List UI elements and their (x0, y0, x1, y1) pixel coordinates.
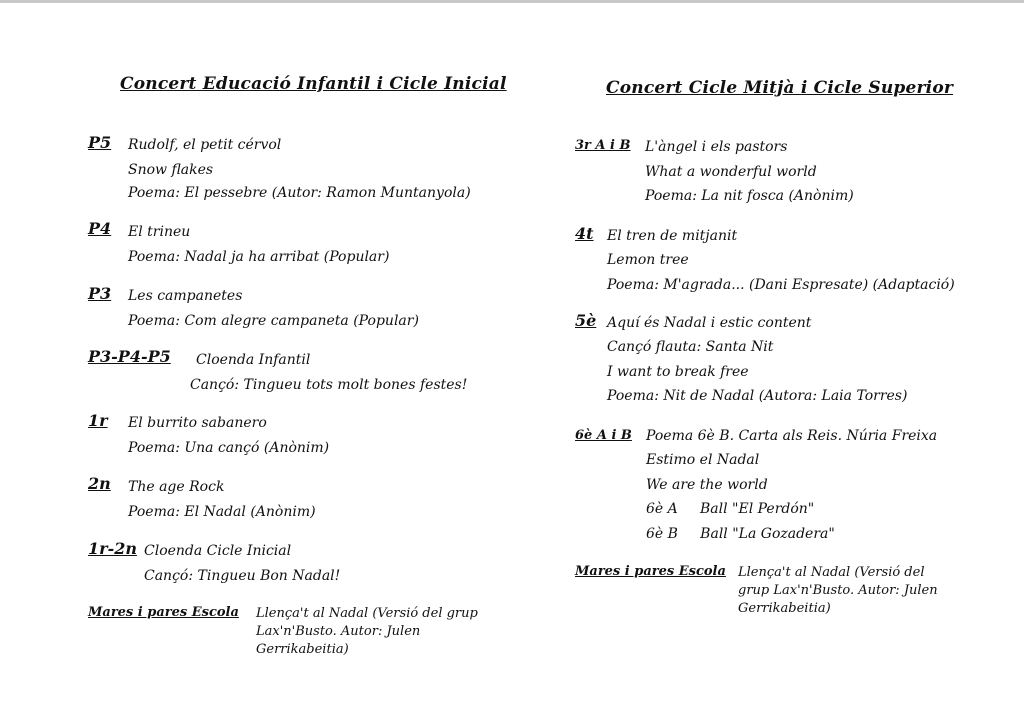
1r-line-1: El burrito sabanero (128, 415, 267, 431)
2n-line-1: The age Rock (128, 479, 225, 495)
p4-line-2: Poema: Nadal ja ha arribat (Popular) (128, 249, 390, 265)
p3-line-2: Poema: Com alegre campaneta (Popular) (128, 313, 419, 329)
tag-2n: 2n (88, 474, 111, 493)
tag-parents-right: Mares i pares Escola (575, 564, 726, 579)
p5-line-3: Poema: El pessebre (Autor: Ramon Muntanyola) (128, 185, 471, 201)
p3-line-1: Les campanetes (128, 288, 243, 304)
tag-4t: 4t (575, 224, 594, 243)
tag-p5: P5 (88, 133, 112, 152)
1r-line-2: Poema: Una cançó (Anònim) (128, 440, 330, 456)
4t-line-1: El tren de mitjanit (607, 228, 738, 244)
3r-line-1: L'àngel i els pastors (645, 139, 788, 155)
tag-parents-left: Mares i pares Escola (88, 605, 239, 620)
5e-line-1: Aquí és Nadal i estic content (607, 315, 812, 331)
3r-line-2: What a wonderful world (645, 164, 817, 180)
tag-5e: 5è (575, 311, 597, 330)
tag-p3-p4-p5: P3-P4-P5 (88, 347, 171, 366)
6e-line-5: 6è B Ball "La Gozadera" (646, 526, 835, 542)
4t-line-2: Lemon tree (607, 252, 689, 268)
p4-line-1: El trineu (128, 224, 191, 240)
5e-line-4: Poema: Nit de Nadal (Autora: Laia Torres) (607, 388, 908, 404)
1r2n-line-2: Cançó: Tingueu Bon Nadal! (144, 568, 341, 584)
6e-line-1: Poema 6è B. Carta als Reis. Núria Freixa (646, 428, 938, 444)
tag-1r-2n: 1r-2n (88, 539, 137, 558)
tag-p3: P3 (88, 284, 112, 303)
parents-right-text: Llença't al Nadal (Versió del grup Lax'n'Busto. Autor: Julen Gerrikabeitia) (738, 565, 938, 616)
tag-p4: P4 (88, 219, 112, 238)
6e-line-3: We are the world (646, 477, 768, 493)
tag-6e: 6è A i B (575, 428, 632, 443)
tag-1r: 1r (88, 411, 108, 430)
left-title: Concert Educació Infantil i Cicle Inicial (120, 74, 507, 94)
p3p4p5-line-2: Cançó: Tingueu tots molt bones festes! (190, 377, 468, 393)
5e-line-3: I want to break free (607, 364, 749, 380)
p3p4p5-line-1: Cloenda Infantil (196, 352, 311, 368)
tag-3r: 3r A i B (575, 138, 631, 153)
parents-left-text: Llença't al Nadal (Versió del grup Lax'n'Busto. Autor: Julen Gerrikabeitia) (256, 606, 478, 657)
3r-line-3: Poema: La nit fosca (Anònim) (645, 188, 854, 204)
p5-line-1: Rudolf, el petit cérvol (128, 137, 282, 153)
p5-line-2: Snow flakes (128, 162, 214, 178)
6e-line-2: Estimo el Nadal (646, 452, 760, 468)
5e-line-2: Cançó flauta: Santa Nit (607, 339, 774, 355)
right-title: Concert Cicle Mitjà i Cicle Superior (606, 78, 954, 98)
2n-line-2: Poema: El Nadal (Anònim) (128, 504, 316, 520)
1r2n-line-1: Cloenda Cicle Inicial (144, 543, 292, 559)
6e-line-4: 6è A Ball "El Perdón" (646, 501, 815, 517)
4t-line-3: Poema: M'agrada... (Dani Espresate) (Adaptació) (607, 277, 955, 293)
scan-edge (0, 0, 1024, 3)
